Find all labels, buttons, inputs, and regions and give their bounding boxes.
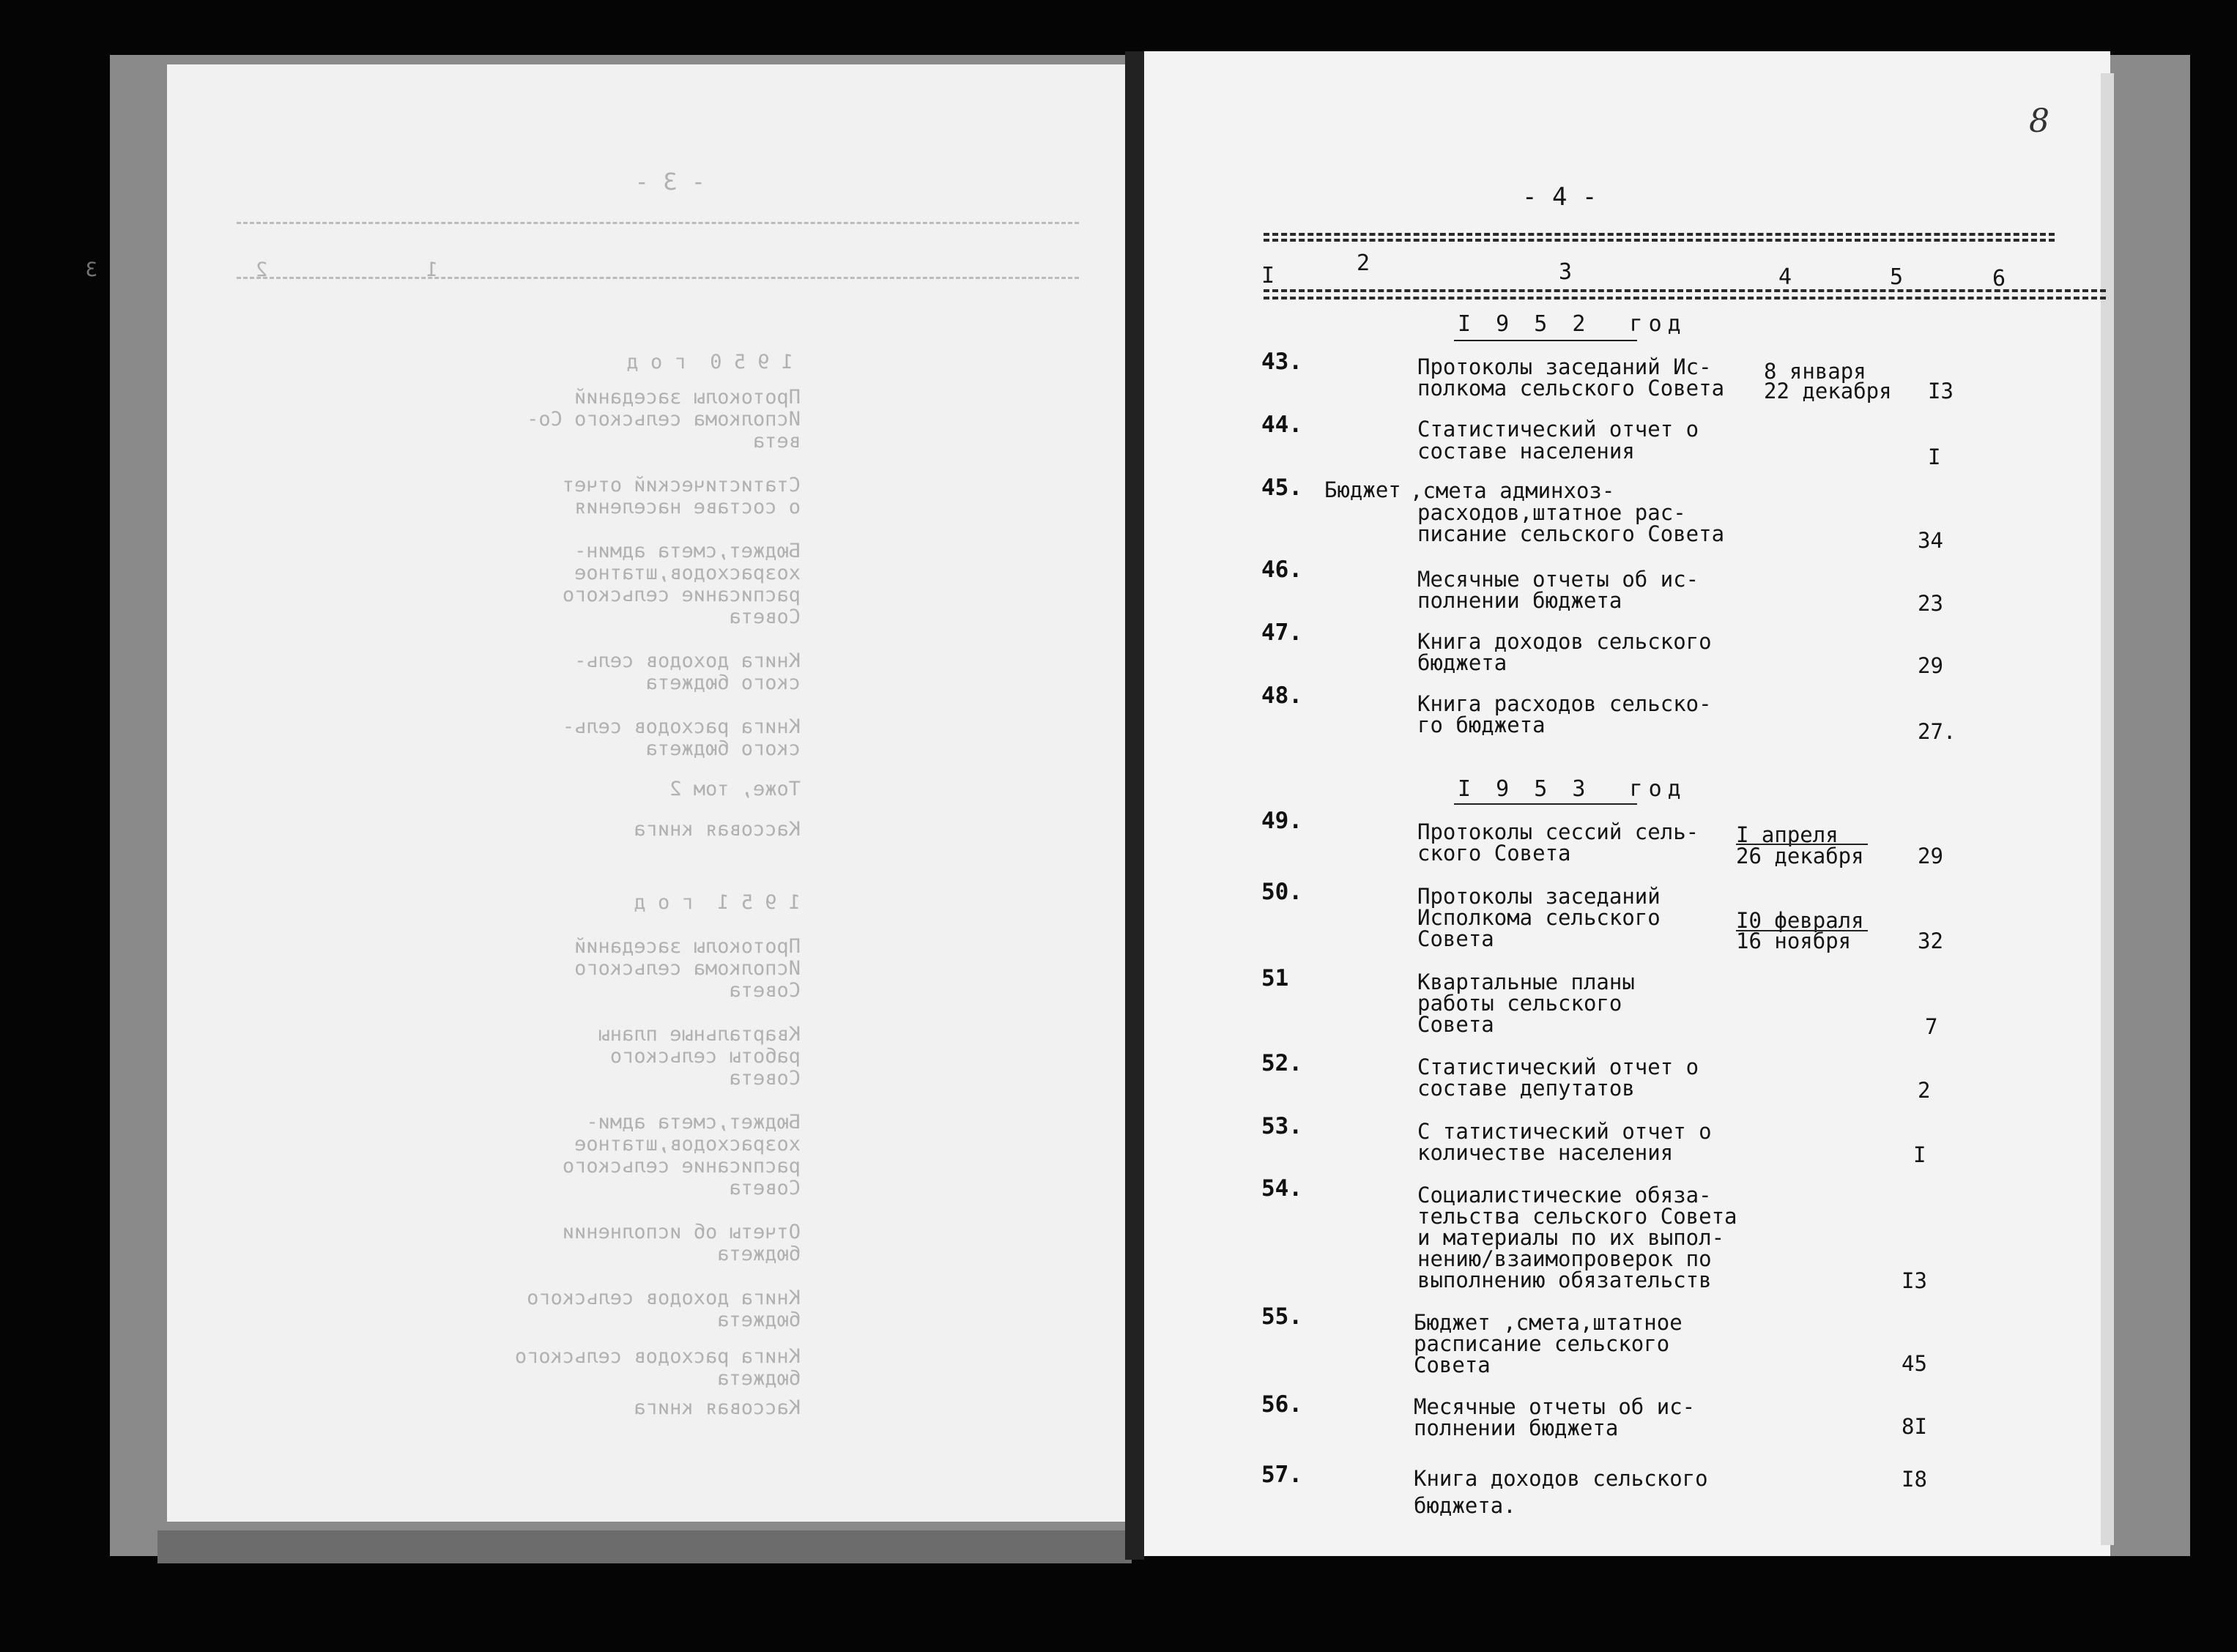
entry-sheets: I3 [1902,1268,1927,1293]
entry-sheets: 29 [1918,653,1943,678]
entry-number: 56. [1261,1391,1302,1418]
header-rule-bottom-2 [1264,297,2106,299]
col-header-4: 4 [1778,264,1792,290]
entry-title-line: бюджета [1417,650,1507,675]
ghost-line: Совета [729,606,801,628]
entry-title-line: Квартальные планы [1417,970,1635,994]
entry-number: 43. [1261,349,1302,375]
entry-title-line: Бюджет ,смета,штатное [1414,1310,1683,1335]
entry-sheets: I3 [1928,379,1954,403]
entry-title-line: Месячные отчеты об ис- [1417,567,1699,592]
ghost-line: бюджета [717,1243,801,1265]
ghost-line: Протоколы заседаний [574,386,801,409]
ghost-line: Исполкома сельского Со- [527,408,801,431]
ghost-line: 1 9 5 0 г о д [626,351,793,373]
entry-title-line: Книга доходов сельского [1414,1466,1708,1491]
entry-sheets: 7 [1925,1014,1938,1039]
handwritten-folio-number: 8 [2029,103,2049,140]
entry-title-line: расписание сельского [1414,1331,1670,1356]
entry-sheets: 29 [1918,844,1943,868]
page-edge [2101,73,2114,1545]
entry-number: 49. [1261,808,1302,834]
entry-title-line: Совета [1417,1012,1494,1037]
entry-title-line: и материалы по их выпол- [1417,1225,1725,1250]
year-underline [1454,340,1637,341]
entry-date-start: I апреля [1736,822,1839,847]
ghost-line: Протоколы заседаний [574,935,801,958]
cover-shadow [157,1530,1132,1563]
entry-sheets: I [1913,1142,1926,1167]
entry-sheets: 34 [1918,528,1943,553]
entry-number: 47. [1261,620,1302,646]
ghost-line: хозрасходов,штатное [574,562,801,584]
ghost-line: Бюджет,смета админ- [574,540,801,562]
entry-category: Бюджет [1324,477,1401,502]
ghost-line: Отчеты об исполнении [562,1221,801,1243]
entry-sheets: 27. [1918,719,1956,744]
entry-title-line: писание сельского Совета [1417,521,1725,546]
entry-number: 50. [1261,879,1302,905]
entry-title-line: ского Совета [1417,841,1571,866]
col-header-5: 5 [1890,264,1904,290]
ghost-line: расписание сельского [562,1155,801,1177]
entry-sheets: I [1928,444,1941,469]
ghost-line: ского бюджета [645,737,801,760]
ghost-col-2: 2 [256,258,268,281]
entry-title-line: Совета [1414,1353,1491,1377]
entry-sheets: 23 [1918,591,1943,616]
ghost-line: Тоже, том 2 [669,778,801,800]
entry-title-line: го бюджета [1417,712,1546,737]
ghost-line: Книга доходов сель- [574,650,801,672]
entry-title-line: Месячные отчеты об ис- [1414,1394,1696,1419]
entry-title-line: выполнению обязательств [1417,1268,1712,1292]
entry-title-line: тельства сельского Совета [1417,1204,1737,1229]
ghost-line: о составе населения [574,496,801,518]
entry-title-line: Статистический отчет о [1417,417,1699,442]
ghost-line: Квартальные планы [598,1023,801,1046]
entry-title-line: бюджета. [1414,1493,1516,1518]
ghost-line: Кассовая книга [634,818,801,841]
entry-title-line: полкома сельского Совета [1417,376,1725,401]
year-heading-1952: I 9 5 2 год [1458,311,1687,337]
ghost-line: 1 9 5 1 г о д [634,891,801,914]
page-number: - 4 - [1522,182,1598,212]
entry-date-end: 26 декабря [1736,844,1864,868]
header-rule-top [1264,233,2055,236]
entry-title-line: полнении бюджета [1414,1415,1619,1440]
header-rule-top-2 [1264,239,2055,242]
entry-number: 48. [1261,682,1302,709]
entry-sheets: 8I [1902,1414,1927,1439]
ghost-line: бюджета [717,1367,801,1390]
col-header-6: 6 [1992,266,2006,291]
ghost-line: расписание сельского [562,584,801,606]
entry-number: 44. [1261,412,1302,438]
ghost-line: хозрасходов,штатное [574,1133,801,1156]
entry-number: 45. [1261,475,1302,501]
ghost-col-1: 1 [426,258,438,281]
entry-title-line: Совета [1417,926,1494,951]
ghost-line: вета [752,430,801,453]
entry-title-line: нению/взаимопроверок по [1417,1246,1712,1271]
ghost-rule-bottom [237,277,1079,279]
entry-title-line: Социалистические обяза- [1417,1183,1712,1208]
header-rule-bottom [1264,289,2106,292]
ghost-col-3: 3 [85,258,97,281]
entry-title-line: работы сельского [1417,991,1622,1016]
entry-date-start: 8 января [1764,359,1866,384]
ghost-line: Книга доходов сельского [527,1287,801,1309]
entry-title-line: Протоколы заседаний Ис- [1417,354,1712,379]
ghost-line: Кассовая книга [634,1396,801,1419]
entry-title-line: полнении бюджета [1417,588,1622,613]
ghost-line: Совета [729,979,801,1002]
entry-number: 51 [1261,965,1289,991]
entry-sheets: 32 [1918,929,1943,953]
entry-sheets: 45 [1902,1351,1927,1376]
entry-number: 54. [1261,1175,1302,1202]
year-underline [1454,803,1637,805]
entry-number: 57. [1261,1462,1302,1488]
entry-date-end: 16 ноября [1736,929,1852,953]
entry-sheets: 2 [1918,1078,1931,1103]
ghost-page-number: - 3 - [634,168,705,196]
col-header-1: I [1261,263,1275,289]
ghost-col-headers [0,237,1072,303]
entry-number: 55. [1261,1303,1302,1330]
entry-title-line: количестве населения [1417,1140,1674,1165]
entry-title-line: ,смета админхоз- [1410,478,1615,503]
entry-number: 53. [1261,1113,1302,1139]
entry-title-line: составе населения [1417,439,1635,464]
entry-number: 52. [1261,1050,1302,1076]
ghost-line: бюджета [717,1309,801,1331]
entry-title-line: С татистический отчет о [1417,1119,1712,1144]
entry-sheets: I8 [1902,1467,1927,1492]
ghost-line: Совета [729,1177,801,1199]
ghost-line: Бюджет,смета адми- [586,1111,801,1134]
entry-date-start: I0 февраля [1736,908,1864,933]
ghost-line: Книга расходов сель- [562,715,801,738]
entry-title-line: Книга расходов сельско- [1417,691,1712,716]
col-header-3: 3 [1559,259,1573,285]
ghost-line: Книга расходов сельского [514,1345,801,1368]
ghost-line: Совета [729,1067,801,1090]
entry-title-line: Исполкома сельского [1417,905,1661,930]
ghost-line: работы сельского [609,1045,801,1068]
ghost-line: Статистический отчет [562,474,801,496]
ghost-line: ского бюджета [645,671,801,694]
col-header-2: 2 [1357,250,1370,276]
ghost-rule-top [237,222,1079,224]
entry-title-line: Протоколы сессий сель- [1417,819,1699,844]
entry-title-line: Статистический отчет о [1417,1054,1699,1079]
entry-title-line: составе депутатов [1417,1076,1635,1101]
entry-number: 46. [1261,557,1302,583]
year-heading-1953: I 9 5 3 год [1458,776,1687,802]
ghost-line: Исполкома сельского [574,957,801,980]
entry-title-line: Книга доходов сельского [1417,629,1712,654]
left-page-bleedthrough [85,64,1130,1522]
entry-title-line: расходов,штатное рас- [1417,500,1686,525]
entry-title-line: Протоколы заседаний [1417,884,1661,909]
entry-date-end: 22 декабря [1764,379,1892,403]
